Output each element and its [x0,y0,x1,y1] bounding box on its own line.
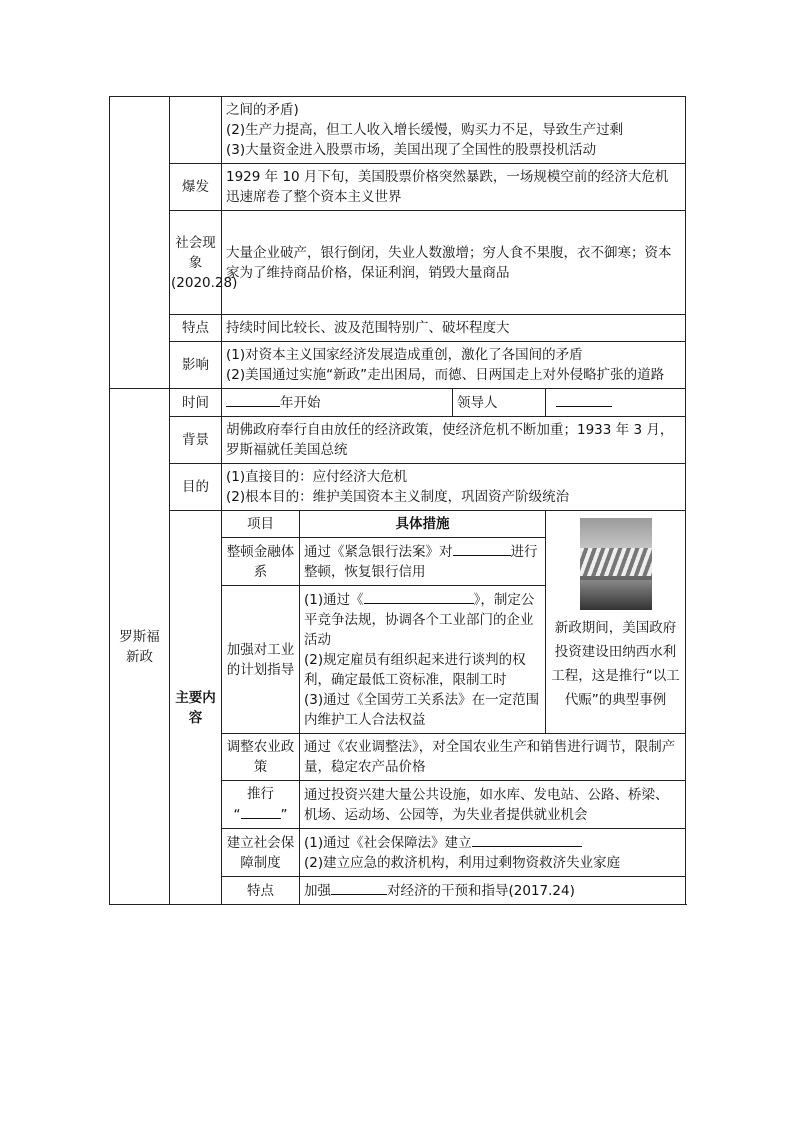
new-deal-feature-cell [300,877,686,905]
cause-cell [222,97,686,164]
leader-blank[interactable] [556,392,612,407]
feature-post: 对经济的干预和指导(2017.24) [387,883,575,899]
main-content-label: 主要内容 [170,511,222,905]
push-label-2: “ ” [226,804,295,825]
tennessee-dam-photo [580,518,652,610]
cause-label-cell [170,97,222,164]
push-label-1: 推行 [247,786,274,802]
social-phenomenon-label: 社会现象(2020.28) [170,211,222,315]
finance-post: 进行整顿，恢复银行信用 [304,544,538,580]
outbreak-label: 爆发 [170,164,222,211]
leader-cell [546,389,686,417]
feature-blank[interactable] [331,880,387,895]
finance-pre: 通过《紧急银行法案》对 [304,544,453,560]
social-security-line-2: (2)建立应急的救济机构，利用过剩物资救济失业家庭 [304,855,621,871]
outbreak-text: 1929 年 10 月下旬，美国股票价格突然暴跌，一场规模空前的经济大危机迅速席卷了整个资本主义世界 [222,164,686,211]
agriculture-text: 通过《农业调整法》，对全国农业生产和销售进行调节，限制产量，稳定农产品价格 [300,734,686,781]
finance-blank[interactable] [453,541,511,556]
social-phenomenon-text: 大量企业破产，银行倒闭，失业人数激增；穷人食不果腹，衣不御寒；资本家为了维持商品价格，保证利润，销毁大量商品 [222,211,686,315]
time-blank[interactable] [226,392,280,407]
agriculture-label: 调整农业政策 [222,734,300,781]
time-cell [222,389,453,417]
cause-line-1: 之间的矛盾) [226,102,299,118]
purpose-line-2: (2)根本目的：维护美国资本主义制度，巩固资产阶级统治 [226,489,570,505]
purpose-line-1: (1)直接目的：应付经济大危机 [226,469,408,485]
industry-line-1 [304,589,541,650]
finance-cell [300,538,546,586]
history-table [109,96,686,905]
social-security-label: 建立社会保障制度 [222,829,300,877]
social-security-line-1 [304,832,681,853]
cause-line-2: (2)生产力提高，但工人收入增长缓慢，购买力不足，导致生产过剩 [226,122,624,138]
push-label [222,781,300,829]
crisis-feature-label: 特点 [170,315,222,342]
industry-line-3: (3)通过《全国劳工关系法》在一定范围内维护工人合法权益 [304,692,540,728]
industry-blank[interactable] [364,589,474,604]
time-label: 时间 [170,389,222,417]
feature-pre: 加强 [304,883,331,899]
industry-cell [300,586,546,734]
leader-label: 领导人 [453,389,546,417]
background-text: 胡佛政府奉行自由放任的经济政策，使经济危机不断加重；1933 年 3 月，罗斯福就任美国总统 [222,417,686,464]
social-security-pre: (1)通过《社会保障法》建立 [304,835,472,851]
image-caption: 新政期间，美国政府投资建设田纳西水利工程，这是推行“以工代赈”的典型事例 [551,620,680,708]
impact-cell [222,342,686,389]
industry-line-2: (2)规定雇员有组织起来进行谈判的权利，确定最低工资标准，限制工时 [304,652,526,688]
time-suffix: 年开始 [280,395,321,411]
col-measure-header: 具体措施 [300,511,546,538]
col-item-header: 项目 [222,511,300,538]
push-text: 通过投资兴建大量公共设施，如水库、发电站、公路、桥梁、机场、运动场、公园等，为失业者提供就业机会 [300,781,686,829]
crisis-section-cell [110,97,170,389]
new-deal-feature-label: 特点 [222,877,300,905]
impact-line-1: (1)对资本主义国家经济发展造成重创，激化了各国间的矛盾 [226,347,583,363]
push-blank[interactable] [241,804,281,819]
image-cell [546,511,686,734]
new-deal-section-label: 罗斯福新政 [110,389,170,905]
purpose-cell [222,464,686,511]
background-label: 背景 [170,417,222,464]
social-security-blank[interactable] [472,832,582,847]
impact-line-2: (2)美国通过实施“新政”走出困局，而德、日两国走上对外侵略扩张的道路 [226,367,665,383]
cause-line-3: (3)大量资金进入股票市场，美国出现了全国性的股票投机活动 [226,142,597,158]
social-security-cell [300,829,686,877]
industry-1-pre: (1)通过《 [304,592,364,608]
industry-1-post: 》，制定公平竞争法规，协调各个工业部门的企业活动 [304,592,535,648]
industry-label: 加强对工业的计划指导 [222,586,300,734]
impact-label: 影响 [170,342,222,389]
finance-label: 整顿金融体系 [222,538,300,586]
purpose-label: 目的 [170,464,222,511]
crisis-feature-text: 持续时间比较长、波及范围特别广、破坏程度大 [222,315,686,342]
